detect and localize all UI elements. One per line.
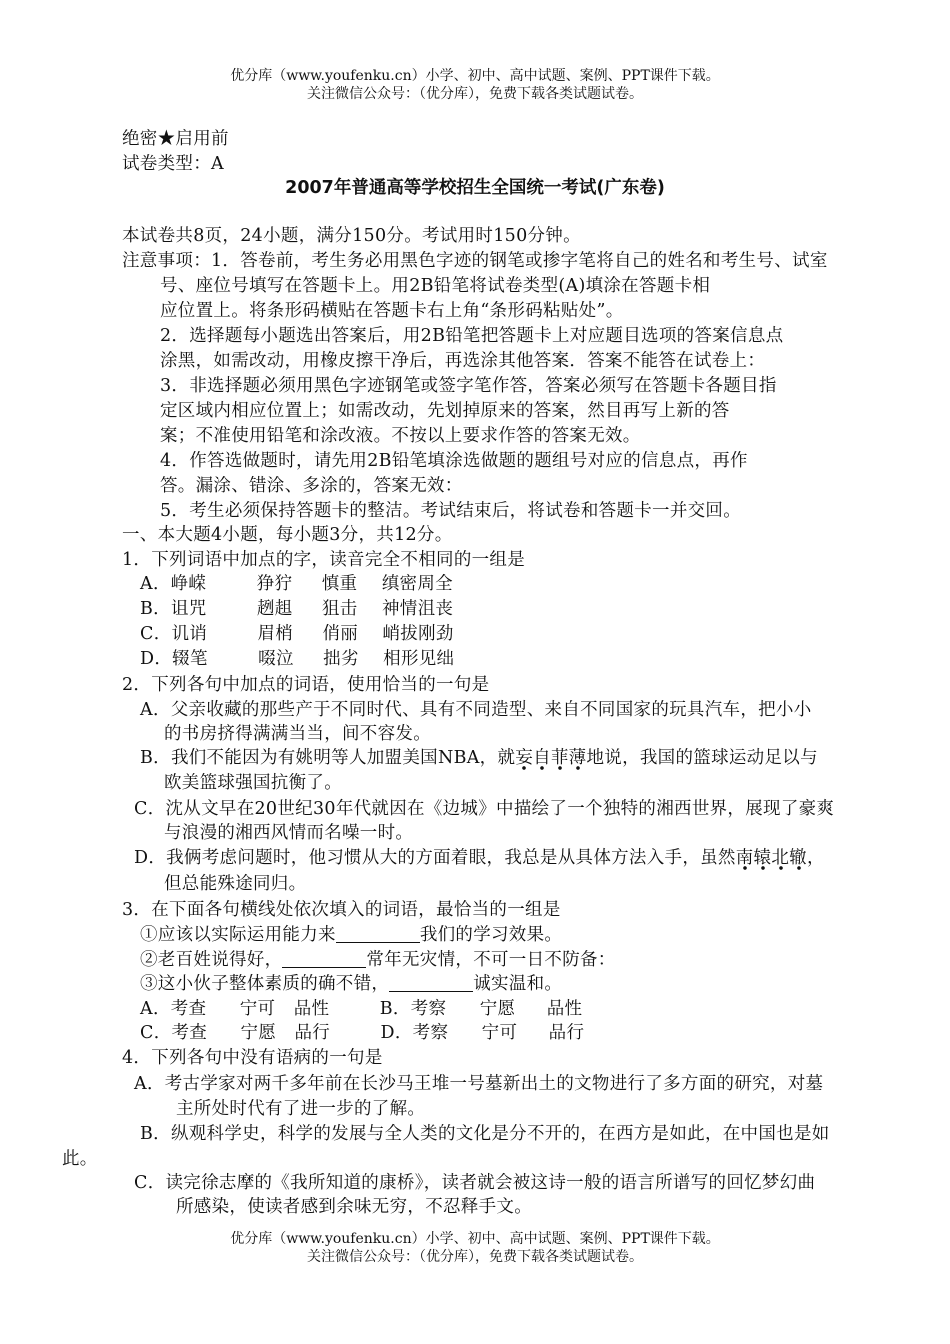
footer-line-2: 关注微信公众号：（优分库），免费下载各类试题试卷。 <box>307 1249 643 1265</box>
q1-a-word-1: 峥嵘 <box>170 574 207 594</box>
q3-c-word-2: 宁愿 <box>240 1023 277 1043</box>
q3-blank-1 <box>336 924 420 943</box>
q2-option-b-line-1 <box>140 746 818 770</box>
notice-1-line-1: 注意事项：1．答卷前，考生务必用黑色字迹的钢笔或掺字笔将自己的姓名和考生号、试室 <box>122 251 828 271</box>
notice-2-line-1: 2．选择题每小题选出答案后，用2B铅笔把答题卡上对应题目选项的答案信息点 <box>160 326 784 346</box>
option-label: D． <box>140 649 173 669</box>
section-1-heading: 一、本大题4小题，每小题3分，共12分。 <box>122 525 453 545</box>
q3-d-word-1: 考察 <box>412 1023 449 1043</box>
q1-b-word-2: 趔趄 <box>256 599 293 619</box>
q2-b-text: B．我们不能因为有姚明等人加盟美国NBA，就 <box>140 748 516 768</box>
option-label: D． <box>380 1023 413 1043</box>
q4-stem: 4．下列各句中没有语病的一句是 <box>122 1048 383 1068</box>
q3-s1-text-end: 我们的学习效果。 <box>419 925 563 945</box>
q3-blank-3 <box>389 973 473 992</box>
q1-c-word-1: 讥诮 <box>171 624 208 644</box>
q1-option-b <box>140 597 453 621</box>
q1-stem: 1．下列词语中加点的字，读音完全不相同的一组是 <box>122 550 526 570</box>
q4-option-a-line-1: A．考古学家对两千多年前在长沙马王堆一号墓新出土的文物进行了多方面的研究，对墓 <box>134 1074 824 1094</box>
notice-3-line-1: 3．非选择题必须用黑色字迹钢笔或签字笔作答，答案必须写在答题卡各题目指 <box>160 376 777 396</box>
option-label: A． <box>140 999 171 1019</box>
q3-c-word-1: 考查 <box>171 1023 208 1043</box>
q2-stem: 2．下列各句中加点的词语，使用恰当的一句是 <box>122 675 490 695</box>
q3-sentence-2 <box>140 948 616 972</box>
option-label: B． <box>140 599 171 619</box>
q2-b-text-end: 地说，我国的篮球运动足以与 <box>586 748 818 768</box>
q4-option-c-line-2: 所感染，使读者感到余味无穷，不忍释手文。 <box>176 1197 532 1217</box>
q2-b-dotted-phrase: 妄自菲薄 <box>515 748 586 771</box>
notice-1-line-2: 号、座位号填写在答题卡上。用2B铅笔将试卷类型(A)填涂在答题卡相 <box>160 276 711 296</box>
q2-option-d-line-1 <box>134 846 825 870</box>
q2-d-text: D．我俩考虑问题时，他习惯从大的方面着眼，我总是从具体方法入手，虽然 <box>134 848 736 868</box>
q4-option-c-line-1: C．读完徐志摩的《我所知道的康桥》，读者就会被这诗一般的语言所谱写的回忆梦幻曲 <box>134 1173 816 1193</box>
q3-stem: 3．在下面各句横线处依次填入的词语，最恰当的一组是 <box>122 900 561 920</box>
q3-a-word-2: 宁可 <box>239 999 276 1019</box>
option-label: B． <box>379 999 411 1019</box>
q1-d-word-2: 啜泣 <box>258 649 294 669</box>
q2-option-c-line-1: C．沈从文早在20世纪30年代就因在《边城》中描绘了一个独特的湘西世界，展现了豪爽 <box>134 799 835 819</box>
q3-s2-text: ②老百姓说得好， <box>140 950 283 970</box>
q2-option-b-line-2: 欧美篮球强国抗衡了。 <box>164 773 342 793</box>
q3-b-word-3: 品性 <box>546 999 583 1019</box>
q1-option-c <box>140 622 454 646</box>
q1-d-word-4: 相形见绌 <box>383 649 455 669</box>
q3-d-word-2: 宁可 <box>481 1023 518 1043</box>
notice-5: 5．考生必须保持答题卡的整洁。考试结束后，将试卷和答题卡一并交回。 <box>160 501 742 521</box>
q3-b-word-1: 考察 <box>410 999 447 1019</box>
q1-b-word-4: 神情沮丧 <box>381 599 454 619</box>
notice-4-line-1: 4．作答选做题时，请先用2B铅笔填涂选做题的题组号对应的信息点，再作 <box>160 451 748 471</box>
q1-a-word-2: 狰狞 <box>256 574 293 594</box>
q2-option-a-line-1: A．父亲收藏的那些产于不同时代、具有不同造型、来自不同国家的玩具汽车，把小小 <box>140 700 812 720</box>
q2-d-dotted-phrase: 南辕北辙 <box>736 848 807 871</box>
q3-c-word-3: 品行 <box>294 1023 331 1043</box>
footer-line-1: 优分库（www.youfenku.cn）小学、初中、高中试题、案例、PPT课件下载。 <box>230 1231 720 1247</box>
q3-s3-text-end: 诚实温和。 <box>473 974 563 994</box>
q4-option-b-line-2: 此。 <box>62 1149 98 1169</box>
q1-a-word-4: 缜密周全 <box>381 574 453 594</box>
q1-d-word-1: 辍笔 <box>172 649 208 669</box>
notice-3-line-2: 定区域内相应位置上；如需改动，先划掉原来的答案，然目再写上新的答 <box>160 401 730 421</box>
q1-b-word-1: 诅咒 <box>170 599 207 619</box>
notice-2-line-2: 涂黑，如需改动，用橡皮擦干净后，再选涂其他答案．答案不能答在试卷上： <box>160 351 766 371</box>
q3-b-word-2: 宁愿 <box>479 999 516 1019</box>
q1-option-d <box>140 647 454 671</box>
q1-c-word-4: 峭拔刚劲 <box>382 624 454 644</box>
q3-options-ab <box>140 997 582 1021</box>
q2-option-a-line-2: 的书房挤得满满当当，间不容发。 <box>164 724 431 744</box>
q2-option-c-line-2: 与浪漫的湘西风情而名噪一时。 <box>164 823 414 843</box>
option-label: C． <box>140 624 172 644</box>
q3-options-cd <box>140 1021 584 1045</box>
q4-option-b-line-1: B．纵观科学史，科学的发展与全人类的文化是分不开的，在西方是如此，在中国也是如 <box>140 1124 830 1144</box>
q1-b-word-3: 狙击 <box>321 599 358 619</box>
q3-s2-text-end: 常年无灾情，不可一日不防备： <box>366 950 616 970</box>
header-line-1: 优分库（www.youfenku.cn）小学、初中、高中试题、案例、PPT课件下载。 <box>230 68 720 84</box>
option-label: C． <box>140 1023 172 1043</box>
q4-option-a-line-2: 主所处时代有了进一步的了解。 <box>176 1099 426 1119</box>
q1-c-word-2: 眉梢 <box>257 624 294 644</box>
secret-label: 绝密★启用前 <box>122 129 229 149</box>
q1-a-word-3: 慎重 <box>321 574 358 594</box>
header-line-2: 关注微信公众号：（优分库），免费下载各类试题试卷。 <box>307 86 643 102</box>
q3-d-word-3: 品行 <box>548 1023 585 1043</box>
paper-type-label: 试卷类型：A <box>122 154 224 174</box>
exam-summary: 本试卷共8页，24小题，满分150分。考试用时150分钟。 <box>122 226 581 246</box>
notice-4-line-2: 答。漏涂、错涂、多涂的，答案无效： <box>160 476 463 496</box>
notice-1-line-3: 应位置上。将条形码横贴在答题卡右上角“条形码粘贴处”。 <box>160 301 624 321</box>
q3-s3-text: ③这小伙子整体素质的确不错， <box>140 974 390 994</box>
q3-a-word-1: 考查 <box>170 999 207 1019</box>
q1-c-word-3: 俏丽 <box>322 624 359 644</box>
q2-d-text-end: ， <box>806 848 825 868</box>
q3-sentence-1 <box>140 923 562 947</box>
q3-a-word-3: 品性 <box>293 999 330 1019</box>
q1-option-a <box>140 572 453 596</box>
notice-3-line-3: 案；不准使用铅笔和涂改液。不按以上要求作答的答案无效。 <box>160 426 641 446</box>
q3-blank-2 <box>282 949 366 968</box>
q2-option-d-line-2: 但总能殊途同归。 <box>164 874 307 894</box>
exam-title: 2007年普通高等学校招生全国统一考试(广东卷) <box>285 178 665 198</box>
option-label: A． <box>140 574 171 594</box>
q3-s1-text: ①应该以实际运用能力来 <box>140 925 336 945</box>
q1-d-word-3: 拙劣 <box>323 649 359 669</box>
q3-sentence-3 <box>140 972 562 996</box>
